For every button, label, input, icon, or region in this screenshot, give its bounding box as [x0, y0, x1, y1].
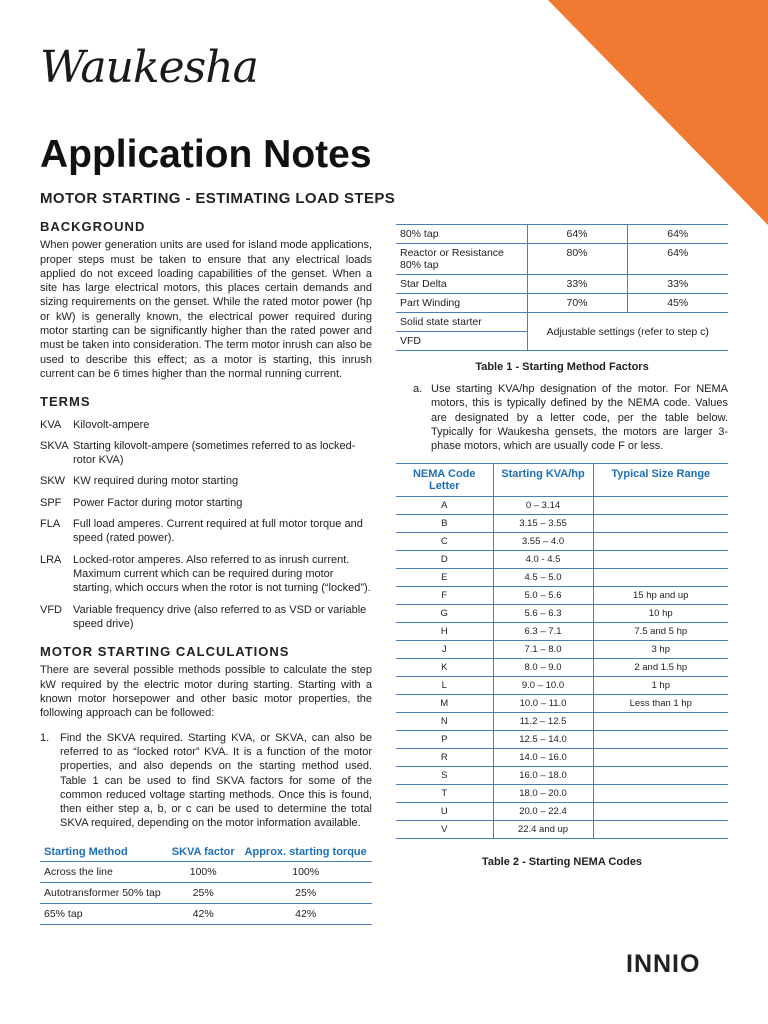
table-row	[396, 587, 728, 605]
table-2-caption: Table 2 - Starting NEMA Codes	[481, 856, 643, 868]
table-cell	[593, 515, 728, 533]
nema-code-table	[396, 463, 728, 839]
table-cell: R	[396, 749, 493, 767]
table-cell: S	[396, 767, 493, 785]
table-cell: Autotransformer 50% tap	[40, 883, 167, 904]
innio-logo-text: INNIO	[626, 950, 701, 978]
table-cell: 8.0 – 9.0	[493, 659, 593, 677]
table-cell: V	[396, 821, 493, 839]
innio-logo	[626, 950, 700, 979]
step-a	[413, 382, 728, 453]
calculations-intro: There are several possible methods possible to calculate the step kW required by the electric motor during starting. Starting with a known motor horsepower and other basic motor properties, the following approach can be followed:	[40, 664, 372, 720]
term-item	[40, 553, 372, 596]
table-cell	[593, 785, 728, 803]
table-cell: T	[396, 785, 493, 803]
table-cell: Reactor or Resistance 80% tap	[396, 244, 527, 275]
term-item	[40, 474, 372, 488]
term-def: Starting kilovolt-ampere (sometimes referred to as locked-rotor KVA)	[73, 439, 356, 467]
table-cell: 5.0 – 5.6	[493, 587, 593, 605]
table-cell: 100%	[239, 862, 372, 883]
table-cell: 4.5 – 5.0	[493, 569, 593, 587]
step-a-label: a.	[413, 383, 423, 395]
step-1	[40, 731, 372, 831]
step-a-text: Use starting KVA/hp designation of the motor. For NEMA motors, this is typically defined by the NEMA code. Values are designated by a letter code, per the table below. Typically for Waukesha gensets, the motors are larger 3-phase motors, which are usually code F or less.	[431, 383, 728, 453]
table-row	[396, 731, 728, 749]
table-cell: L	[396, 677, 493, 695]
orange-corner-accent	[548, 0, 768, 225]
table-cell: 2 and 1.5 hp	[593, 659, 728, 677]
table-row	[396, 659, 728, 677]
page-subtitle: MOTOR STARTING - ESTIMATING LOAD STEPS	[40, 190, 396, 207]
table-row	[396, 821, 728, 839]
table-cell: 5.6 – 6.3	[493, 605, 593, 623]
table-cell: 3.55 – 4.0	[493, 533, 593, 551]
table-row	[396, 294, 728, 313]
table-cell: 18.0 – 20.0	[493, 785, 593, 803]
term-def: Kilovolt-ampere	[73, 418, 150, 431]
table-row	[396, 713, 728, 731]
table-cell: 14.0 – 16.0	[493, 749, 593, 767]
table-cell: 25%	[239, 883, 372, 904]
table-row	[396, 244, 728, 275]
table-cell: 7.1 – 8.0	[493, 641, 593, 659]
table-cell: M	[396, 695, 493, 713]
table-header-cell: Starting Method	[40, 840, 167, 862]
term-abbr: VFD	[40, 603, 62, 616]
table-cell: VFD	[396, 332, 527, 351]
table-cell: F	[396, 587, 493, 605]
starting-method-table-continued	[396, 224, 728, 351]
table-row	[396, 641, 728, 659]
page-title: Application Notes	[40, 133, 372, 176]
table-cell: 22.4 and up	[493, 821, 593, 839]
table-row	[396, 749, 728, 767]
table-row	[396, 551, 728, 569]
table-cell: E	[396, 569, 493, 587]
table-cell: 4.0 - 4.5	[493, 551, 593, 569]
term-def: KW required during motor starting	[73, 475, 239, 488]
table-cell: Less than 1 hp	[593, 695, 728, 713]
table-row	[396, 623, 728, 641]
starting-method-table	[40, 840, 372, 925]
table-cell: U	[396, 803, 493, 821]
table-cell: K	[396, 659, 493, 677]
table-row	[40, 862, 372, 883]
term-abbr: SKVA	[40, 439, 69, 452]
terms-list	[40, 418, 372, 632]
term-def: Locked-rotor amperes. Also referred to as inrush current. Maximum current which can be required during motor starting, which occurs when the rotor is not turning (“locked”).	[73, 553, 371, 595]
term-item	[40, 439, 372, 468]
table-cell: 7.5 and 5 hp	[593, 623, 728, 641]
table-cell: 64%	[527, 225, 627, 244]
table-row	[40, 883, 372, 904]
table-header-cell: SKVA factor	[167, 840, 239, 862]
table-cell: Star Delta	[396, 275, 527, 294]
table-cell: 6.3 – 7.1	[493, 623, 593, 641]
table-cell	[593, 803, 728, 821]
term-item	[40, 517, 372, 546]
term-item	[40, 603, 372, 632]
table-cell	[593, 551, 728, 569]
table-cell: 80%	[527, 244, 627, 275]
table-row	[396, 695, 728, 713]
table-cell: 64%	[627, 244, 728, 275]
table-cell: 70%	[527, 294, 627, 313]
term-abbr: KVA	[40, 418, 62, 431]
table-cell: C	[396, 533, 493, 551]
table-cell: P	[396, 731, 493, 749]
table-cell	[593, 569, 728, 587]
table-row	[396, 225, 728, 244]
table-cell: 33%	[527, 275, 627, 294]
table-cell: 0 – 3.14	[493, 497, 593, 515]
term-item	[40, 418, 372, 432]
term-abbr: FLA	[40, 518, 61, 531]
table-header-cell: NEMA Code Letter	[396, 464, 493, 497]
table-cell: 10 hp	[593, 605, 728, 623]
table-cell: B	[396, 515, 493, 533]
calculations-heading: MOTOR STARTING CALCULATIONS	[40, 644, 290, 660]
table-cell: 10.0 – 11.0	[493, 695, 593, 713]
table-row	[396, 275, 728, 294]
table-row	[396, 313, 728, 332]
table-cell: 80% tap	[396, 225, 527, 244]
background-text: When power generation units are used for island mode applications, proper steps must be taken to ensure that any electrical loads applied do not exceed loading capabilities of the genset. When a site has large electrical motors, this places certain demands and sizing requirements on the genset. While the rated motor power (hp or kW) is generally known, the electrical power required during motor starting can be significantly higher than the rated power and must be taken into consideration. The term motor inrush can also be used to describe this effect; as a motor is starting, this inrush current can be 6 times higher than the normal running current.	[40, 239, 372, 380]
terms-heading: TERMS	[40, 394, 91, 410]
table-cell: G	[396, 605, 493, 623]
term-def: Power Factor during motor starting	[73, 496, 243, 509]
table-cell: D	[396, 551, 493, 569]
table-cell	[593, 533, 728, 551]
table-cell: 12.5 – 14.0	[493, 731, 593, 749]
table-cell: H	[396, 623, 493, 641]
table-row	[396, 785, 728, 803]
term-abbr: LRA	[40, 553, 62, 566]
table-header-cell: Typical Size Range	[593, 464, 728, 497]
term-def: Full load amperes. Current required at full motor torque and speed (rated power).	[73, 518, 363, 545]
table-cell: 42%	[239, 904, 372, 925]
table-cell: 3 hp	[593, 641, 728, 659]
table-cell: 42%	[167, 904, 239, 925]
table-cell	[593, 497, 728, 515]
table-cell: Across the line	[40, 862, 167, 883]
table-cell	[593, 731, 728, 749]
table-cell: A	[396, 497, 493, 515]
table-cell: 3.15 – 3.55	[493, 515, 593, 533]
table-cell: 11.2 – 12.5	[493, 713, 593, 731]
left-column	[40, 220, 372, 831]
table-cell: J	[396, 641, 493, 659]
table-cell: 1 hp	[593, 677, 728, 695]
table-cell	[593, 767, 728, 785]
term-abbr: SKW	[40, 475, 66, 488]
table-cell: 25%	[167, 883, 239, 904]
table-header-cell: Starting KVA/hp	[493, 464, 593, 497]
table-cell: 33%	[627, 275, 728, 294]
table-1-caption: Table 1 - Starting Method Factors	[475, 361, 649, 373]
table-row	[396, 605, 728, 623]
table-header-cell: Approx. starting torque	[239, 840, 372, 862]
step-number: 1.	[40, 731, 50, 744]
table-row	[40, 904, 372, 925]
table-cell: 100%	[167, 862, 239, 883]
table-cell: 20.0 – 22.4	[493, 803, 593, 821]
table-cell: N	[396, 713, 493, 731]
table-header-row	[396, 464, 728, 497]
table-header-row	[40, 840, 372, 862]
table-cell: Part Winding	[396, 294, 527, 313]
table-row	[396, 569, 728, 587]
table-row	[396, 533, 728, 551]
term-item	[40, 496, 372, 510]
table-cell: 16.0 – 18.0	[493, 767, 593, 785]
table-cell: Solid state starter	[396, 313, 527, 332]
table-row	[396, 497, 728, 515]
background-heading: BACKGROUND	[40, 219, 146, 234]
adjustable-settings-cell: Adjustable settings (refer to step c)	[527, 313, 728, 351]
table-row	[396, 515, 728, 533]
table-cell: 65% tap	[40, 904, 167, 925]
step-1-text: Find the SKVA required. Starting KVA, or SKVA, can also be referred to as “locked rotor” KVA. It is a function of the motor properties, and also depends on the starting method used. Table 1 can be used to find SKVA factors for some of the common reduced voltage starting methods. Once this is found, then either step a, b, or c can be used to determine the total SKVA required, depending on the motor information available.	[60, 731, 372, 830]
table-cell	[593, 713, 728, 731]
waukesha-logo: Waukesha	[40, 42, 258, 93]
table-cell	[593, 749, 728, 767]
table-row	[396, 767, 728, 785]
term-def: Variable frequency drive (also referred to as VSD or variable speed drive)	[73, 603, 367, 630]
table-row	[396, 803, 728, 821]
table-cell: 64%	[627, 225, 728, 244]
term-abbr: SPF	[40, 496, 62, 509]
table-cell: 15 hp and up	[593, 587, 728, 605]
table-cell: 45%	[627, 294, 728, 313]
table-cell	[593, 821, 728, 839]
table-row	[396, 677, 728, 695]
table-cell: 9.0 – 10.0	[493, 677, 593, 695]
